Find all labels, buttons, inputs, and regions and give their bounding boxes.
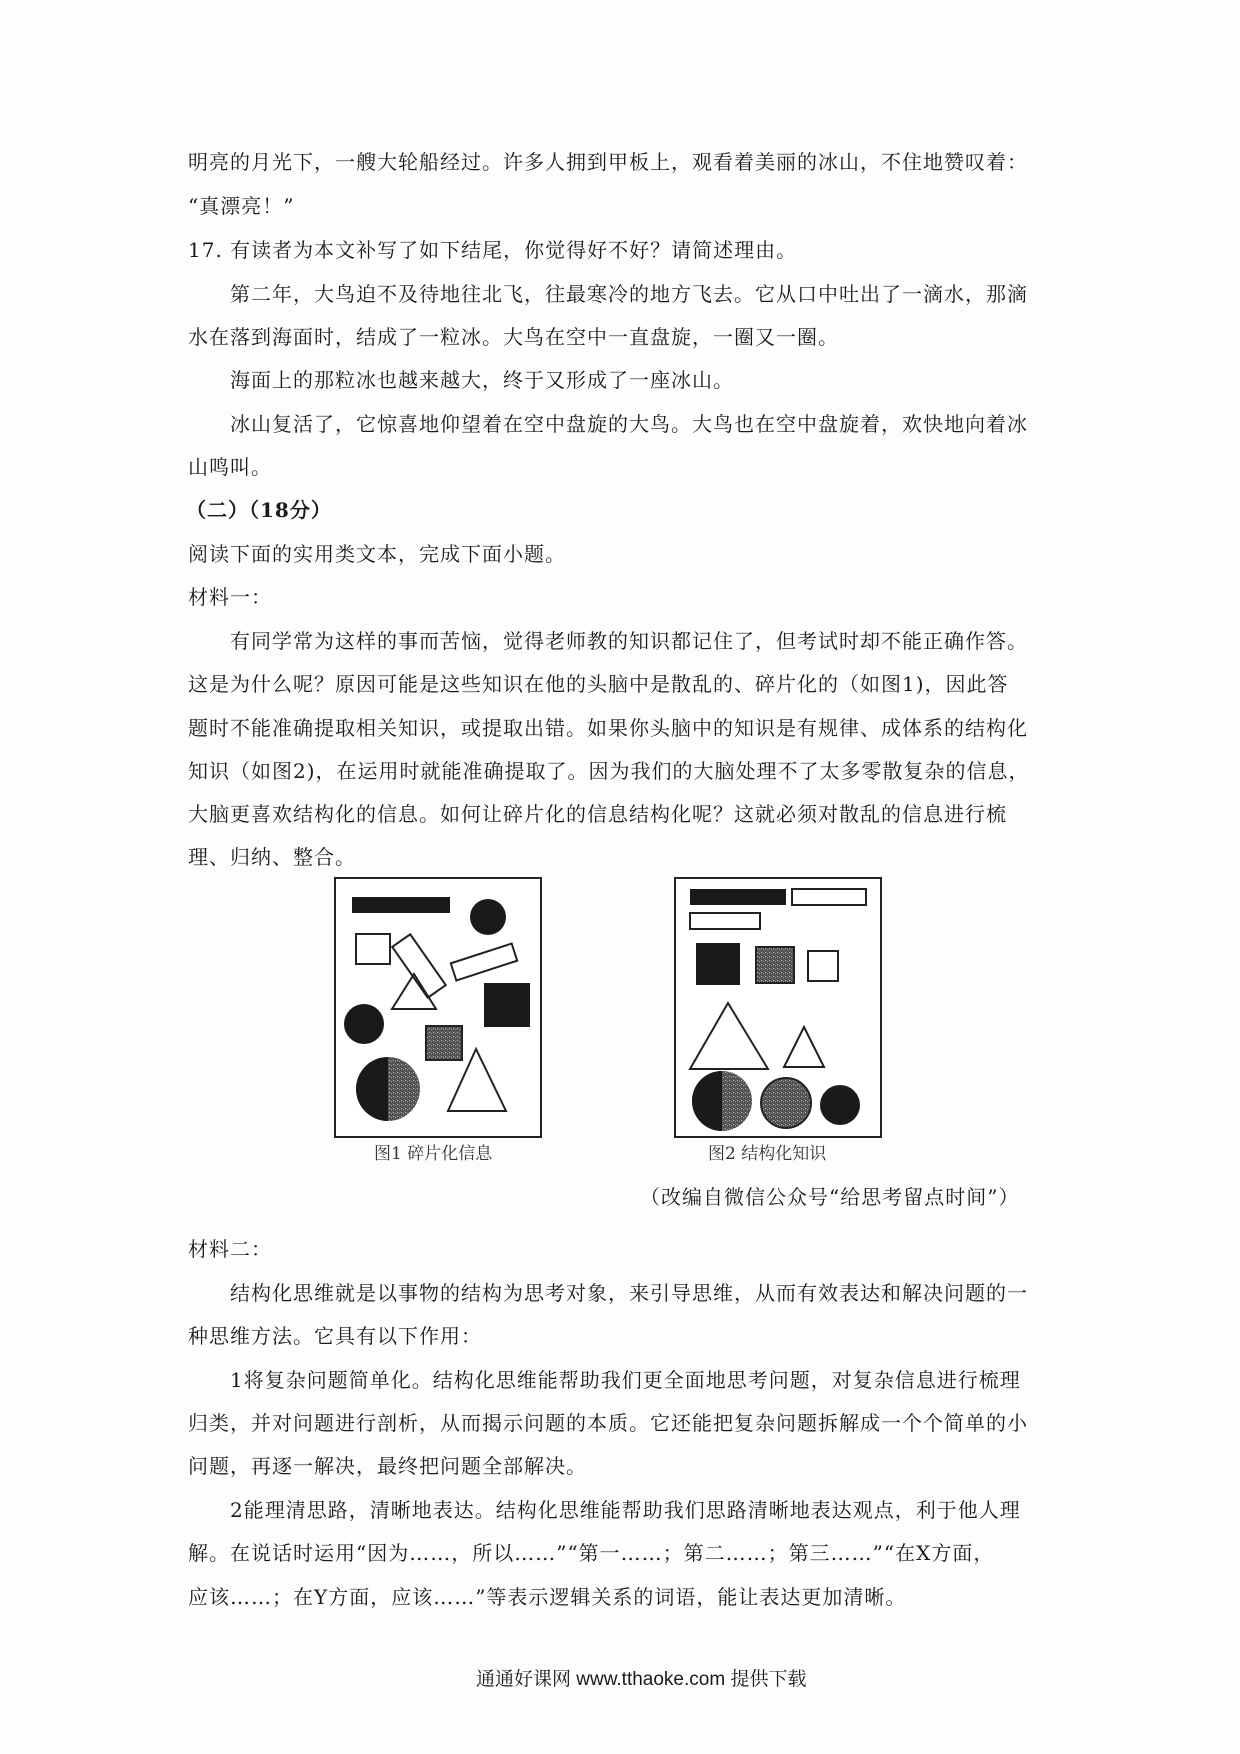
figure-1-shapes: [336, 879, 540, 1136]
source-note: （改编自微信公众号“给思考留点时间”）: [640, 1185, 1020, 1209]
material1-line: 知识（如图2)，在运用时就能准确提取了。因为我们的大脑处理不了太多零散复杂的信息，: [188, 759, 1030, 783]
black-circle: [470, 899, 506, 935]
black-bar: [352, 897, 450, 913]
speckled-square: [756, 947, 794, 983]
outline-square: [356, 934, 390, 964]
material2-line: 1将复杂问题简单化。结构化思维能帮助我们更全面地思考问题，对复杂信息进行梳理: [230, 1368, 1021, 1392]
black-circle: [820, 1085, 860, 1125]
story-text-line: “真漂亮！”: [188, 194, 295, 218]
figure-2-structured: [674, 877, 882, 1138]
reader-ending-line: 冰山复活了，它惊喜地仰望着在空中盘旋的大鸟。大鸟也在空中盘旋着，欢快地向着冰: [230, 412, 1028, 436]
black-circle-2: [344, 1004, 384, 1044]
figure-2-shapes: [676, 879, 880, 1136]
material2-line: 结构化思维就是以事物的结构为思考对象，来引导思维，从而有效表达和解决问题的一: [230, 1281, 1028, 1305]
reader-ending-line: 山鸣叫。: [188, 455, 272, 479]
outline-bar: [792, 889, 866, 905]
material1-line: 大脑更喜欢结构化的信息。如何让碎片化的信息结构化呢？这就必须对散乱的信息进行梳: [188, 802, 1007, 826]
figure-1-fragmented: [334, 877, 542, 1138]
material1-line: 理、归纳、整合。: [188, 845, 356, 869]
instruction-text: 阅读下面的实用类文本，完成下面小题。: [188, 542, 566, 566]
material-label: 材料二：: [188, 1237, 272, 1261]
material2-line: 2能理清思路，清晰地表达。结构化思维能帮助我们思路清晰地表达观点，利于他人理: [230, 1498, 1021, 1522]
black-square: [696, 943, 740, 985]
figure-1-caption: 图1 碎片化信息: [374, 1144, 493, 1164]
speckled-square: [426, 1026, 462, 1060]
question-17: 17. 有读者为本文补写了如下结尾，你觉得好不好？请简述理由。: [188, 238, 798, 262]
story-text-line: 明亮的月光下，一艘大轮船经过。许多人拥到甲板上，观看着美丽的冰山，不住地赞叹着：: [188, 150, 1028, 174]
material1-line: 题时不能准确提取相关知识，或提取出错。如果你头脑中的知识是有规律、成体系的结构化: [188, 716, 1028, 740]
small-triangle: [784, 1027, 824, 1067]
section-heading: （二）（18分）: [186, 498, 332, 522]
material2-line: 应该……；在Y方面，应该……”等表示逻辑关系的词语，能让表达更加清晰。: [188, 1585, 907, 1609]
material-label: 材料一：: [188, 585, 272, 609]
rotated-bar: [392, 934, 446, 997]
material2-line: 种思维方法。它具有以下作用：: [188, 1324, 482, 1348]
figure-2-caption: 图2 结构化知识: [708, 1144, 827, 1164]
outline-square: [808, 951, 838, 981]
black-square: [484, 983, 530, 1027]
material2-line: 问题，再逐一解决，最终把问题全部解决。: [188, 1454, 587, 1478]
large-triangle: [690, 1003, 768, 1069]
outline-bar-2: [690, 913, 760, 929]
outline-bar: [451, 944, 517, 981]
material1-line: 这是为什么呢？原因可能是这些知识在他的头脑中是散乱的、碎片化的（如图1)，因此答: [188, 672, 1009, 696]
reader-ending-line: 海面上的那粒冰也越来越大，终于又形成了一座冰山。: [230, 368, 734, 392]
speckled-circle-2: [761, 1078, 811, 1128]
footer-watermark: 通通好课网 www.tthaoke.com 提供下载: [476, 1669, 807, 1690]
material2-line: 归类，并对问题进行剖析，从而揭示问题的本质。它还能把复杂问题拆解成一个个简单的小: [188, 1411, 1028, 1435]
material1-line: 有同学常为这样的事而苦恼，觉得老师教的知识都记住了，但考试时却不能正确作答。: [230, 629, 1028, 653]
material2-line: 解。在说话时运用“因为……，所以……”“第一……；第二……；第三……”“在X方面，: [188, 1541, 995, 1565]
black-bar: [690, 889, 786, 905]
reader-ending-line: 水在落到海面时，结成了一粒冰。大鸟在空中一直盘旋，一圈又一圈。: [188, 325, 839, 349]
reader-ending-line: 第二年，大鸟迫不及待地往北飞，往最寒冷的地方飞去。它从口中吐出了一滴水，那滴: [230, 282, 1028, 306]
